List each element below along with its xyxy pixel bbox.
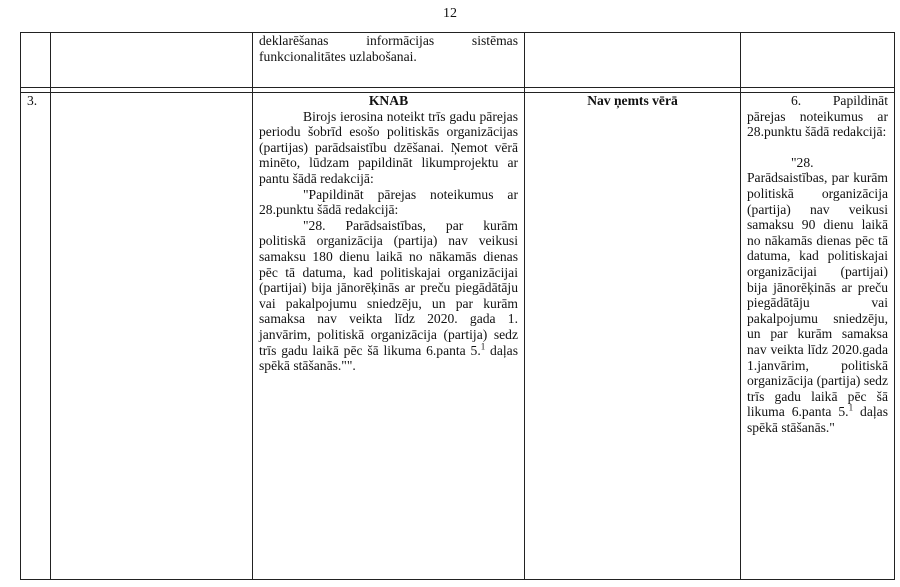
final-wording-cell [741, 33, 895, 88]
proposal-author: KNAB [368, 93, 409, 108]
row-number-cell [21, 93, 51, 580]
proposal-paragraph-2: "Papildināt pārejas noteikumus ar 28.punktu šādā redakcijā: [259, 186, 518, 218]
proposal-paragraph-3: "28. Parādsaistības, par kurām politiskā organizācija (partija) nav veikusi samaksu 180 dienu laikā no nākamās dienas pēc tā datuma, kad politiskajai organizācijai (partijai) bija jānorēķinās ar preču piegādātāju vai pakalpojumu sniedzēju, un par kurām samaksa nav veikta līdz 2020. gada 1. janvārim, politiskā organizācija (partija) sedz trīs gadu laikā pēc šā likuma 6.panta 5.$^1$ daļas spēkā stāšanās."". [259, 217, 518, 374]
decision-cell [525, 33, 741, 88]
proposals-table [20, 32, 895, 580]
final-wording-cell [741, 93, 895, 580]
page-number: 12 [443, 6, 457, 21]
row-number-cell [21, 33, 51, 88]
author-cell [51, 33, 253, 88]
final-wording-paragraph-1: 6. Papildināt pārejas noteikumus ar 28.punktu šādā redakcijā: [747, 93, 888, 140]
final-wording-paragraph-2: "28. Parādsaistības, par kurām politiskā organizācija (partija) nav veikusi samaksu 90 dienu laikā no nākamās dienas pēc tā datuma, kad politiskajai organizācijai (partijai) bija jānorēķinās ar preču piegādātāju vai pakalpojumu sniedzēju, un par kurām samaksa nav veikta līdz 2020.gada 1.janvārim, politiskā organizācija (partija) sedz trīs gadu laikā pēc šā likuma 6.panta 5.$^1$ daļas spēkā stāšanās." [747, 154, 888, 435]
table-row [21, 93, 895, 580]
decision-cell [525, 93, 741, 580]
paragraph-gap [747, 140, 888, 155]
proposal-paragraph-1: Birojs ierosina noteikt trīs gadu pārejas periodu šobrīd esošo politiskās organizācijas (partijas) parādsaistību dzēšanai. Ņemot vērā minēto, lūdzam papildināt likumprojektu ar pantu šādā redakcijā: [259, 108, 518, 186]
decision-text: Nav ņemts vērā [587, 93, 678, 108]
author-cell [51, 93, 253, 580]
row-number: 3. [27, 93, 38, 108]
proposal-cell [253, 33, 525, 88]
table-row [21, 33, 895, 88]
proposal-cell [253, 93, 525, 580]
proposal-text: deklarēšanas informācijas sistēmas funkcionalitātes uzlabošanai. [259, 33, 518, 64]
